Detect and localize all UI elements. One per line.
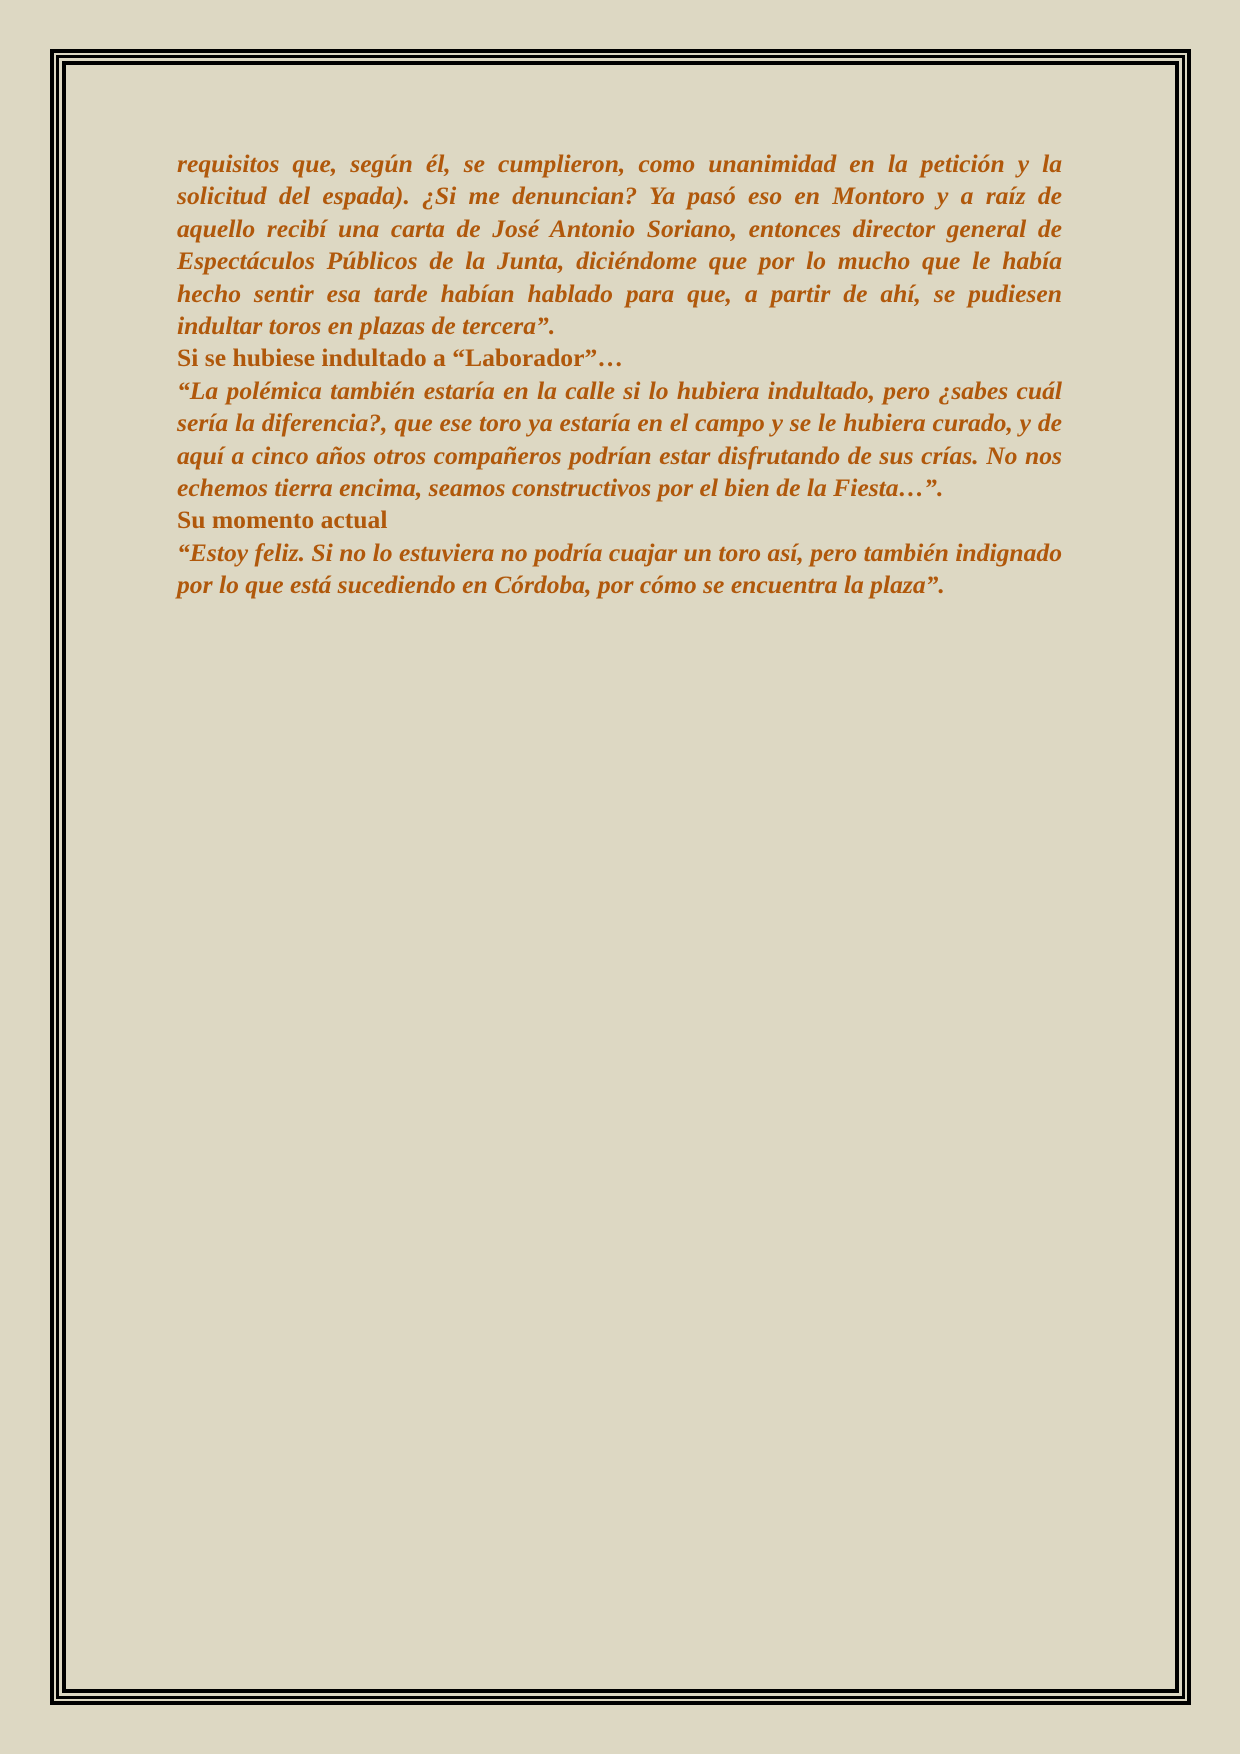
- body-paragraph-2: “La polémica también estaría en la calle si lo hubiera indultado, pero ¿sabes cuál sería la diferencia?, que ese toro ya estaría en el campo y se le hubiera curado, y de aquí a cinco años otros compañeros podrían estar disfrutando de sus crías. No nos echemos tierra encima, seamos constructivos por el bien de la Fiesta…”.: [177, 375, 1062, 503]
- document-body: [177, 148, 1062, 602]
- section-heading-laborador: Si se hubiese indultado a “Laborador”…: [177, 343, 623, 373]
- section-heading-momento-actual: Su momento actual: [177, 505, 388, 535]
- body-paragraph-3: “Estoy feliz. Si no lo estuviera no podría cuajar un toro así, pero también indignado por lo que está sucediendo en Córdoba, por cómo se encuentra la plaza”.: [177, 537, 1062, 600]
- body-paragraph-1: requisitos que, según él, se cumplieron, como unanimidad en la petición y la solicitud del espada). ¿Si me denuncian? Ya pasó eso en Montoro y a raíz de aquello recibí una carta de José Antonio Soriano, entonces director general de Espectáculos Públicos de la Junta, diciéndome que por lo mucho que le había hecho sentir esa tarde habían hablado para que, a partir de ahí, se pudiesen indultar toros en plazas de tercera”.: [177, 149, 1062, 341]
